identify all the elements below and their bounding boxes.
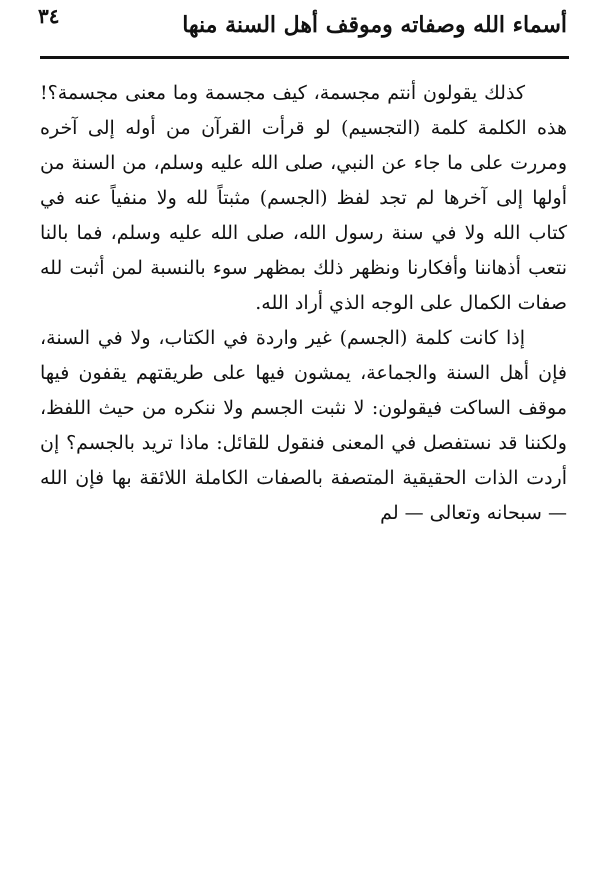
running-title: أسماء الله وصفاته وموقف أهل السنة منها: [182, 12, 567, 38]
paragraph-1: كذلك يقولون أنتم مجسمة، كيف مجسمة وما معنى مجسمة؟! هذه الكلمة كلمة (التجسيم) لو قرأت القرآن من أوله إلى آخره ومررت على ما جاء عن النبي، صلى الله عليه وسلم، من السنة من أولها إلى آخرها لم تجد لفظ (الجسم) مثبتاً لله ولا منفياً عنه في كتاب الله ولا في سنة رسول الله، صلى الله عليه وسلم، فما بالنا نتعب أذهاننا وأفكارنا ونظهر ذلك بمظهر سوء بالنسبة لمن أثبت لله صفات الكمال على الوجه الذي أراد الله.: [40, 82, 567, 314]
header-divider: [40, 56, 569, 59]
paragraph-2: إذا كانت كلمة (الجسم) غير واردة في الكتاب، ولا في السنة، فإن أهل السنة والجماعة، يمشون فيها على طريقتهم يقفون فيها موقف الساكت فيقولون: لا نثبت الجسم ولا ننكره من حيث اللفظ، ولكننا قد نستفصل في المعنى فنقول للقائل: ماذا تريد بالجسم؟ إن أردت الذات الحقيقية المتصفة بالصفات الكاملة اللائقة بها فإن الله — سبحانه وتعالى — لم: [40, 327, 567, 524]
body-text: [40, 76, 567, 531]
page-number: ٣٤: [38, 4, 60, 28]
